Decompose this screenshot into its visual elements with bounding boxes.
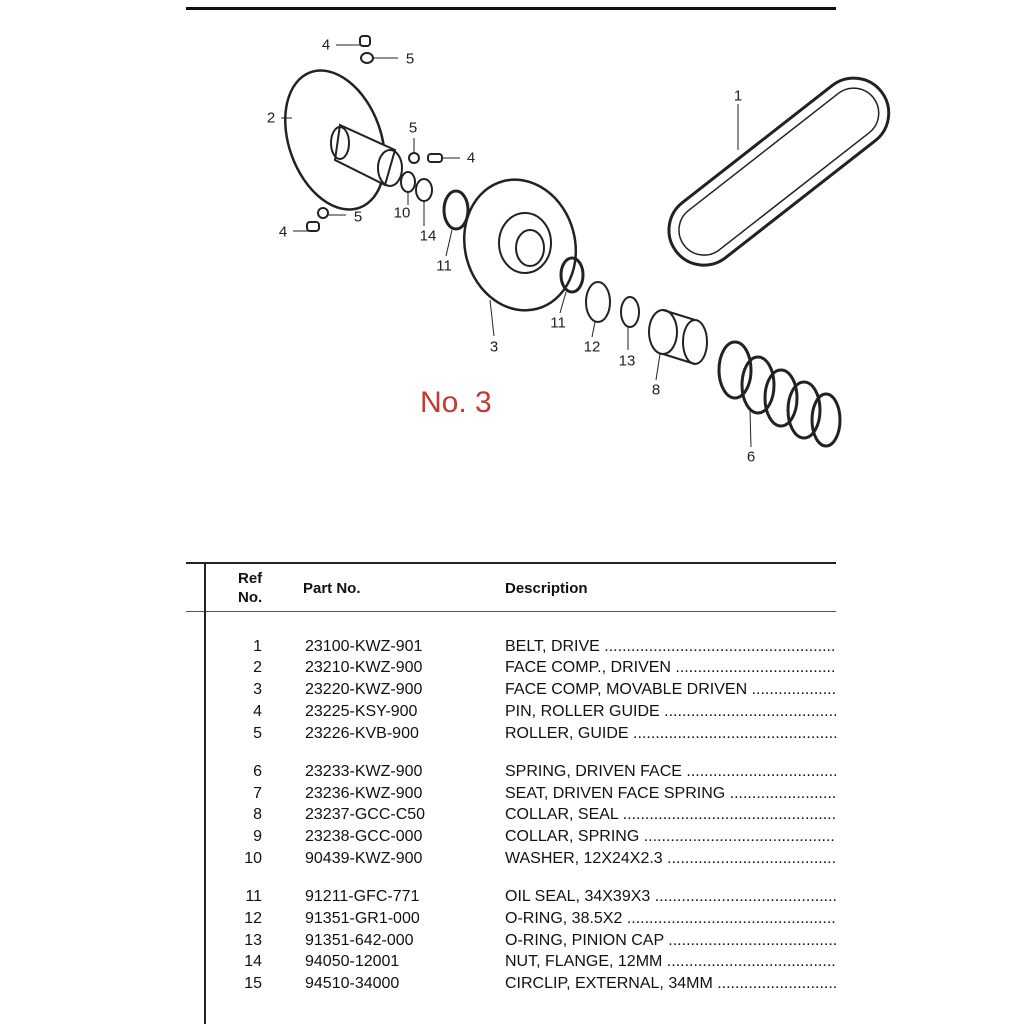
part-number: 23210-KWZ-900: [305, 659, 423, 676]
part-number: 23236-KWZ-900: [305, 785, 423, 802]
part-number: 94050-12001: [305, 953, 400, 970]
part-description: BELT, DRIVE .....: [505, 638, 836, 656]
ref-number: 3: [253, 681, 262, 698]
table-row: [0, 910, 836, 932]
part-description: SEAT, DRIVEN FACE SPRING .....: [505, 785, 836, 803]
table-row: [0, 850, 836, 872]
diagram-title: No. 3: [420, 386, 492, 419]
part-description: PIN, ROLLER GUIDE .....: [505, 703, 836, 721]
table-row: [0, 806, 836, 828]
callout-label: 6: [746, 448, 756, 466]
driven-face-spring: [719, 342, 840, 446]
part-description: COLLAR, SEAL .....: [505, 806, 836, 824]
part-description: ROLLER, GUIDE .....: [505, 725, 836, 743]
ref-number: 4: [253, 703, 262, 720]
callout-label: 4: [466, 149, 476, 167]
table-row: [0, 785, 836, 807]
callout-label: 5: [353, 208, 363, 226]
callout-label: 3: [489, 338, 499, 356]
table-top-rule: [186, 562, 836, 564]
ref-number: 15: [244, 975, 262, 992]
part-number: 23100-KWZ-901: [305, 638, 423, 655]
header-part-no: Part No.: [303, 580, 361, 597]
ref-number: 2: [253, 659, 262, 676]
table-row: [0, 828, 836, 850]
part-description: CIRCLIP, EXTERNAL, 34MM .....: [505, 975, 836, 993]
part-description: FACE COMP., DRIVEN .....: [505, 659, 836, 677]
part-description: NUT, FLANGE, 12MM .....: [505, 953, 836, 971]
callout-label: 11: [550, 314, 566, 332]
callout-label: 11: [436, 257, 452, 275]
part-number: 91351-GR1-000: [305, 910, 420, 927]
part-number: 94510-34000: [305, 975, 400, 992]
part-number: 90439-KWZ-900: [305, 850, 423, 867]
movable-driven-face: [450, 167, 590, 323]
ref-number: 11: [245, 888, 262, 905]
table-row: [0, 888, 836, 910]
table-row: [0, 659, 836, 681]
ref-number: 8: [253, 806, 262, 823]
callout-label: 2: [266, 109, 276, 127]
ref-number: 14: [244, 953, 262, 970]
seal-collar: [649, 310, 707, 364]
callout-label: 4: [278, 223, 288, 241]
nut-part: [416, 179, 432, 201]
part-number: 91351-642-000: [305, 932, 414, 949]
part-number: 91211-GFC-771: [305, 888, 420, 905]
part-description: FACE COMP, MOVABLE DRIVEN .....: [505, 681, 836, 699]
table-row: [0, 725, 836, 747]
ref-number: 13: [244, 932, 262, 949]
table-row: [0, 975, 836, 997]
roller-part: [361, 53, 373, 63]
table-row: [0, 681, 836, 703]
part-number: 23220-KWZ-900: [305, 681, 423, 698]
callout-label: 13: [618, 352, 636, 370]
part-number: 23226-KVB-900: [305, 725, 419, 742]
part-description: OIL SEAL, 34X39X3 .....: [505, 888, 836, 906]
callout-label: 4: [321, 36, 331, 54]
callout-label: 10: [393, 204, 411, 222]
header-ref-line2: No.: [238, 589, 263, 606]
table-row: [0, 638, 836, 660]
part-number: 23237-GCC-C50: [305, 806, 426, 823]
washer-part: [401, 172, 415, 192]
ref-number: 7: [253, 785, 262, 802]
part-number: 23238-GCC-000: [305, 828, 423, 845]
ref-number: 10: [244, 850, 262, 867]
header-ref-no: [238, 569, 262, 607]
drive-belt: [655, 64, 903, 279]
table-row: [0, 953, 836, 975]
oil-seal-part: [444, 191, 468, 229]
ref-number: 6: [253, 763, 262, 780]
ref-number: 1: [253, 638, 262, 655]
table-row: [0, 703, 836, 725]
part-description: WASHER, 12X24X2.3 .....: [505, 850, 836, 868]
ref-number: 5: [253, 725, 262, 742]
ref-number: 12: [244, 910, 262, 927]
part-number: 23233-KWZ-900: [305, 763, 423, 780]
pin-part: [360, 36, 370, 46]
callout-label: 5: [405, 50, 415, 68]
table-row: [0, 763, 836, 785]
table-row: [0, 932, 836, 954]
part-description: COLLAR, SPRING .....: [505, 828, 836, 846]
part-description: O-RING, 38.5X2 .....: [505, 910, 836, 928]
callout-label: 5: [408, 119, 418, 137]
callout-label: 1: [733, 87, 743, 105]
part-number: 23225-KSY-900: [305, 703, 418, 720]
callout-label: 12: [583, 338, 601, 356]
table-header-rule: [186, 611, 836, 612]
callout-label: 8: [651, 381, 661, 399]
callout-label: 14: [419, 227, 437, 245]
part-description: SPRING, DRIVEN FACE .....: [505, 763, 836, 781]
driven-face: [267, 57, 403, 224]
ref-number: 9: [253, 828, 262, 845]
part-description: O-RING, PINION CAP .....: [505, 932, 836, 950]
header-description: Description: [505, 580, 588, 597]
header-ref-line1: Ref: [238, 570, 263, 587]
